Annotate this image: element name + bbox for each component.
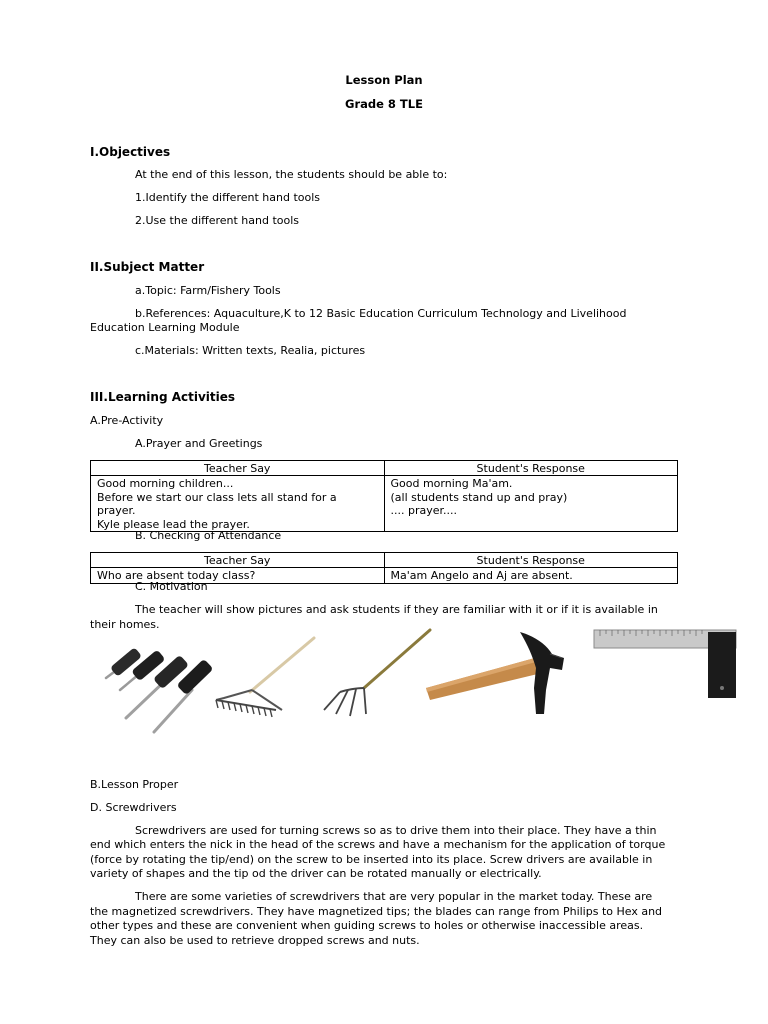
paragraph-line: variety of shapes and the tip od the driver can be rotated manually or electrically.: [90, 867, 542, 880]
motivation-text: The teacher will show pictures and ask students if they are familiar with it or if it is available in: [135, 603, 658, 616]
screwdrivers-image: [98, 640, 216, 736]
objective-item: 1.Identify the different hand tools: [135, 191, 321, 204]
rake-image: [210, 634, 318, 720]
table-header: Teacher Say: [91, 553, 385, 568]
pre-activity-label: A.Pre-Activity: [90, 414, 164, 427]
materials-line: c.Materials: Written texts, Realia, pictures: [135, 344, 366, 357]
subject-matter-heading: II.Subject Matter: [90, 260, 205, 274]
teacher-line: Who are absent today class?: [97, 569, 256, 583]
teacher-line: Good morning children...: [97, 477, 234, 491]
paragraph-line: end which enters the nick in the head of the screws and have a mechanism for the application of torque: [90, 838, 666, 851]
student-line: (all students stand up and pray): [390, 490, 568, 504]
document-title: Lesson Plan: [345, 73, 423, 87]
paragraph-line: There are some varieties of screwdrivers that are very popular in the market today. These are: [135, 890, 653, 903]
document-subtitle: Grade 8 TLE: [345, 97, 423, 111]
objectives-intro: At the end of this lesson, the students should be able to:: [135, 168, 448, 181]
paragraph-line: the magnetized screwdrivers. They have magnetized tips; the blades can range from Philips to Hex and: [90, 905, 663, 918]
table-header: Student's Response: [384, 553, 678, 568]
student-line: Ma'am Angelo and Aj are absent.: [390, 569, 573, 583]
teacher-line: prayer.: [97, 504, 136, 518]
paragraph-line: They can also be used to retrieve dropped screws and nuts.: [90, 934, 420, 947]
student-line: .... prayer....: [390, 504, 458, 518]
objectives-heading: I.Objectives: [90, 145, 171, 159]
try-square-image: [592, 628, 740, 700]
screwdrivers-subheading: D. Screwdrivers: [90, 801, 177, 814]
topic-line: a.Topic: Farm/Fishery Tools: [135, 284, 281, 297]
teacher-line: Before we start our class lets all stand for a: [97, 490, 337, 504]
paragraph-line: (force by rotating the tip/end) on the screw to be inserted into its place. Screw drivers are available in: [90, 853, 653, 866]
table-header: Teacher Say: [91, 461, 385, 476]
references-line-continued: Education Learning Module: [90, 321, 240, 334]
attendance-heading: B. Checking of Attendance: [135, 529, 282, 542]
lesson-proper-heading: B.Lesson Proper: [90, 778, 179, 791]
pitchfork-image: [318, 626, 434, 718]
prayer-heading: A.Prayer and Greetings: [135, 437, 263, 450]
student-response-cell: [384, 568, 678, 583]
teacher-line: Kyle please lead the prayer.: [97, 517, 250, 531]
student-line: Good morning Ma'am.: [390, 477, 513, 491]
pick-mattock-image: [424, 628, 574, 720]
teacher-say-cell: [91, 476, 385, 532]
student-response-cell: [384, 476, 678, 532]
motivation-text-continued: their homes.: [90, 618, 160, 631]
paragraph-line: Screwdrivers are used for turning screws so as to drive them into their place. They have a thin: [135, 824, 657, 837]
table-header: Student's Response: [384, 461, 678, 476]
learning-activities-heading: III.Learning Activities: [90, 390, 236, 404]
prayer-table: [90, 460, 678, 532]
motivation-heading: C. Motivation: [135, 580, 208, 593]
paragraph-line: other types and these are convenient when guiding screws to holes or otherwise inaccessible areas.: [90, 919, 644, 932]
objective-item: 2.Use the different hand tools: [135, 214, 300, 227]
references-line: b.References: Aquaculture,K to 12 Basic Education Curriculum Technology and Livelihood: [135, 307, 627, 320]
